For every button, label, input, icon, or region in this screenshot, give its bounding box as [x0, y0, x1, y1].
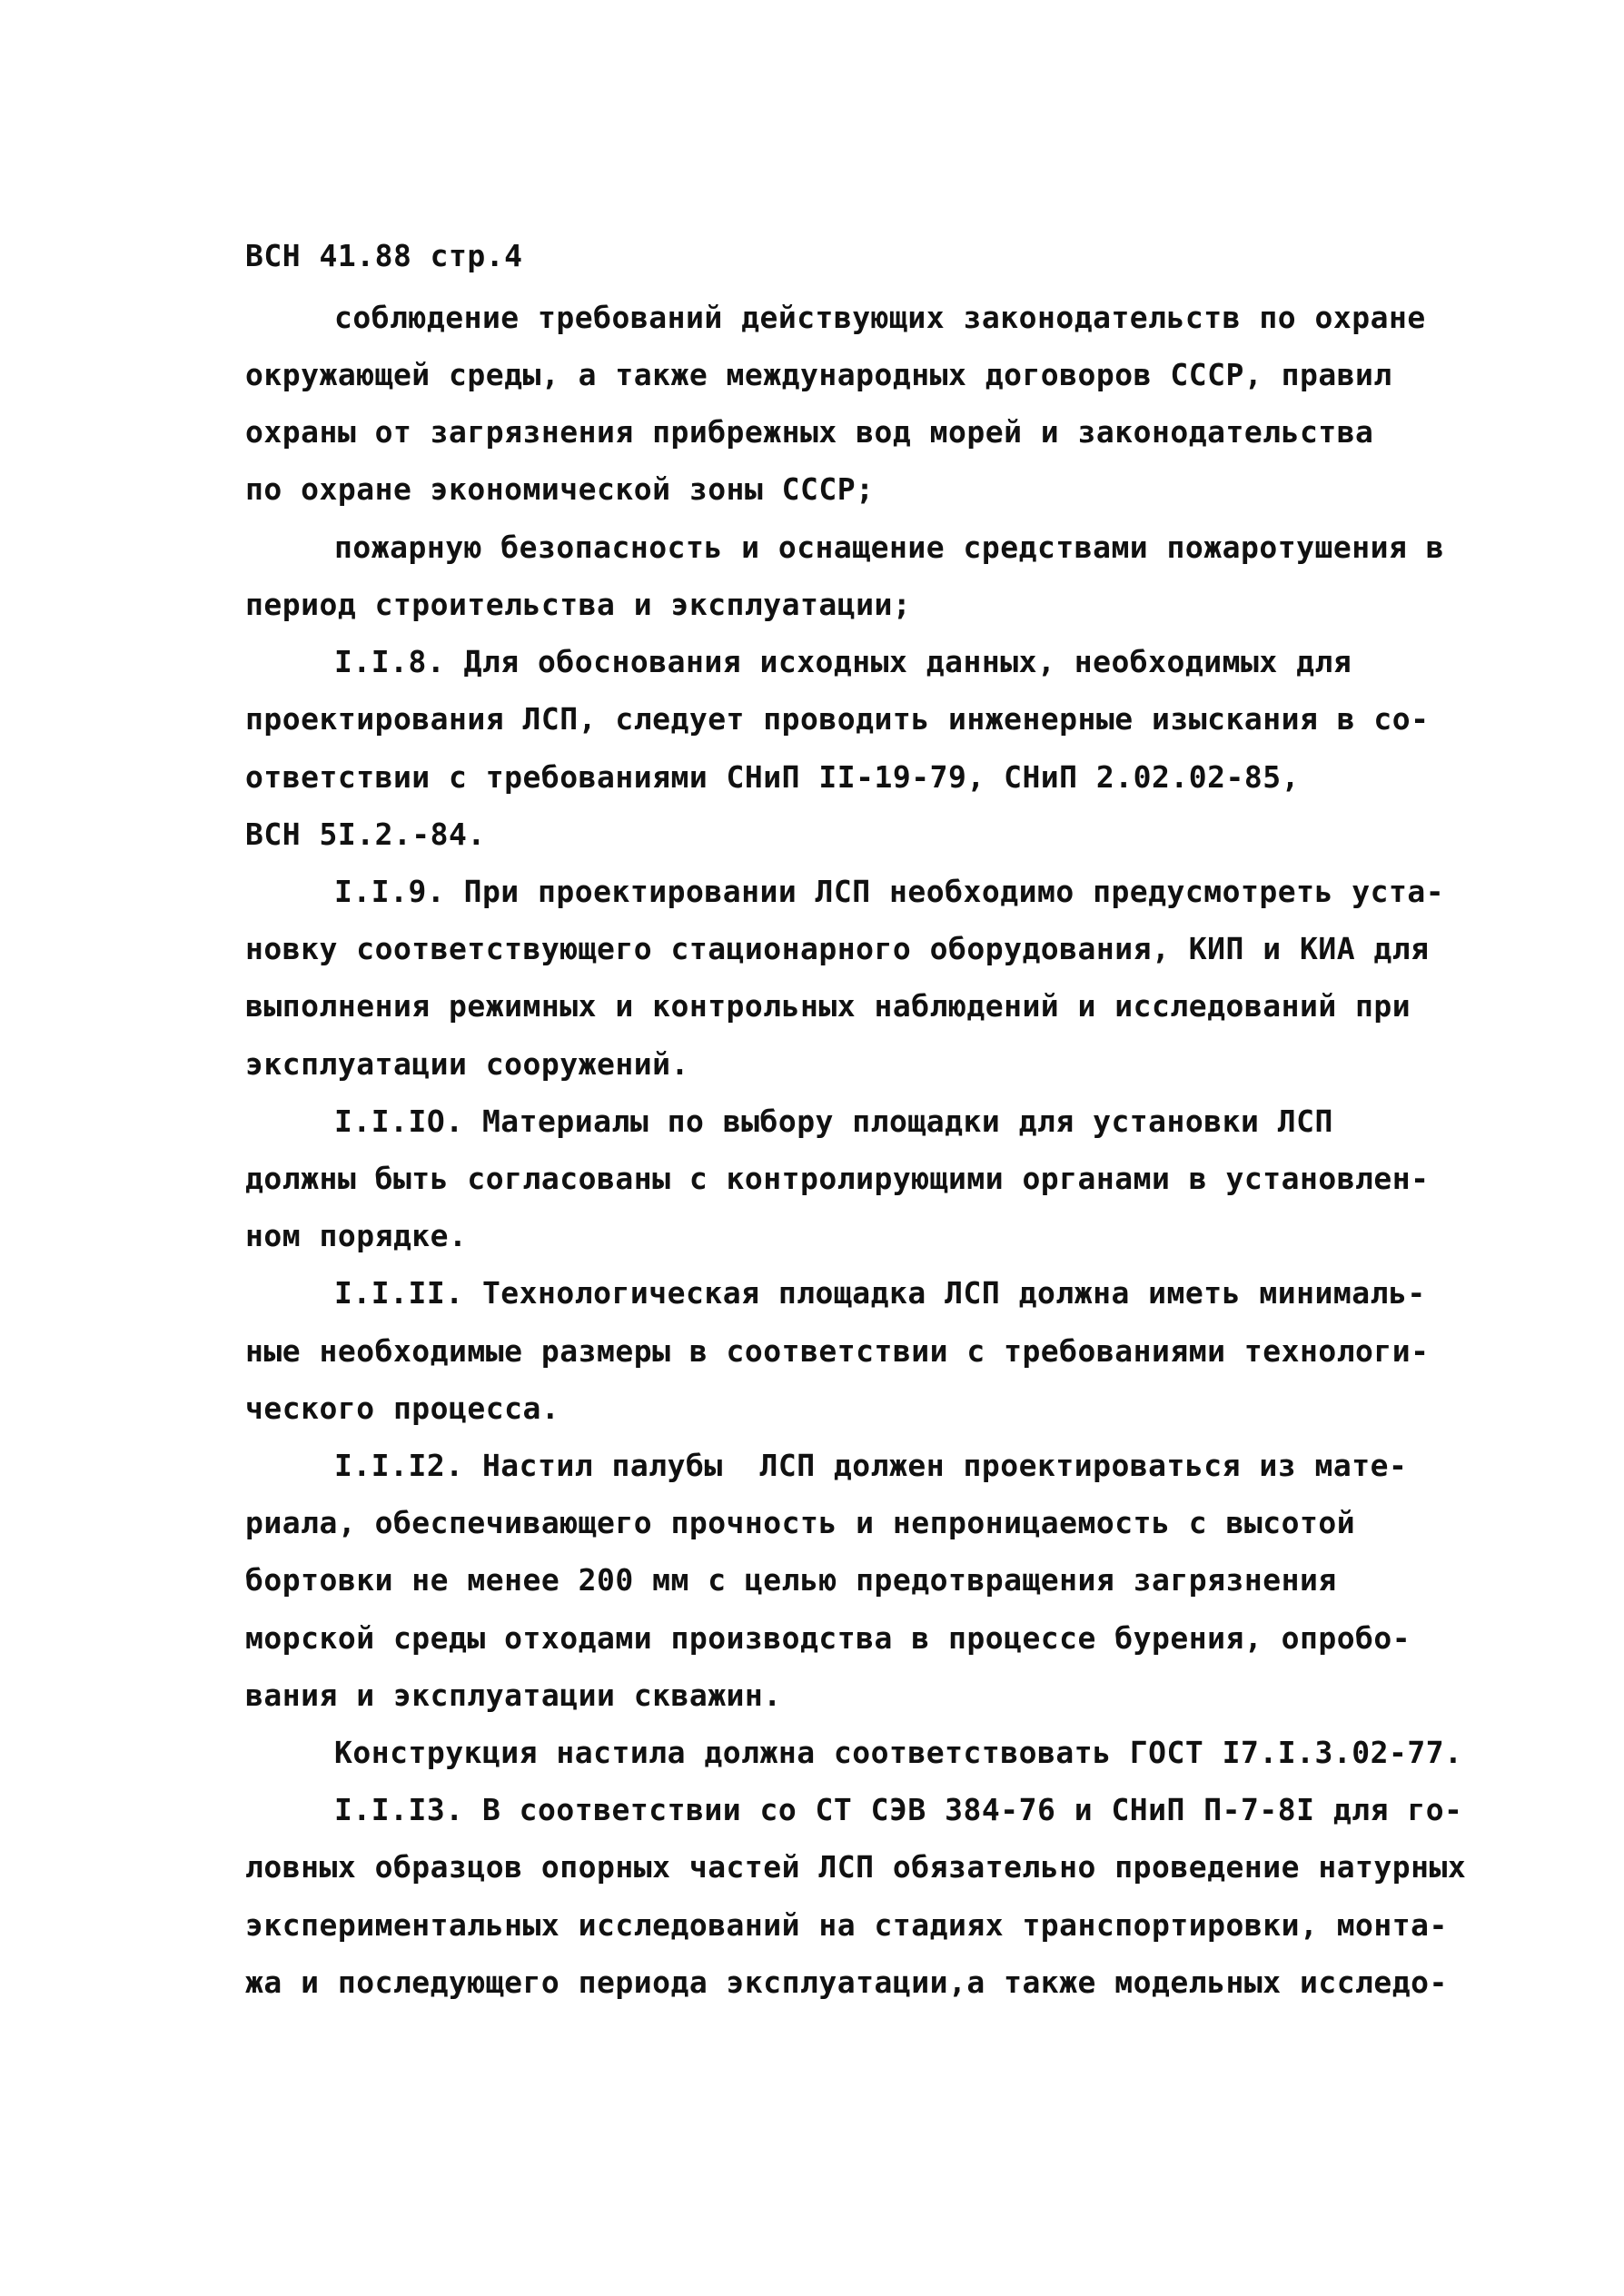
text-line: период строительства и эксплуатации;	[245, 587, 912, 622]
text-line: ные необходимые размеры в соответствии с требованиями технологи-	[245, 1333, 1430, 1369]
text-line: окружающей среды, а также международных договоров СССР, правил	[245, 357, 1392, 392]
text-line: риала, обеспечивающего прочность и непроницаемость с высотой	[245, 1505, 1356, 1540]
text-line: ловных образцов опорных частей ЛСП обязательно проведение натурных	[245, 1849, 1467, 1885]
text-line: ВСН 5I.2.-84.	[245, 816, 486, 852]
text-line: соблюдение требований действующих законодательств по охране	[334, 300, 1426, 335]
text-line: Конструкция настила должна соответствовать ГОСТ I7.I.3.02-77.	[334, 1735, 1463, 1770]
text-line: бортовки не менее 200 мм с целью предотвращения загрязнения	[245, 1562, 1337, 1598]
text-line: I.I.II. Технологическая площадка ЛСП должна иметь минималь-	[334, 1275, 1426, 1311]
text-line: пожарную безопасность и оснащение средствами пожаротушения в	[334, 529, 1445, 565]
text-line: жа и последующего периода эксплуатации,а также модельных исследо-	[245, 1964, 1448, 2000]
text-line: экспериментальных исследований на стадиях транспортировки, монта-	[245, 1907, 1448, 1943]
page-header: ВСН 41.88 стр.4	[245, 238, 523, 273]
text-line: ном порядке.	[245, 1218, 468, 1253]
text-line: охраны от загрязнения прибрежных вод морей и законодательства	[245, 414, 1374, 450]
text-line: I.I.8. Для обоснования исходных данных, необходимых для	[334, 644, 1352, 679]
text-line: морской среды отходами производства в процессе бурения, опробо-	[245, 1620, 1411, 1656]
text-line: I.I.I2. Настил палубы ЛСП должен проектироваться из мате-	[334, 1448, 1408, 1483]
text-line: ческого процесса.	[245, 1390, 560, 1426]
text-line: I.I.9. При проектировании ЛСП необходимо предусмотреть уста-	[334, 874, 1445, 909]
text-line: вания и эксплуатации скважин.	[245, 1677, 782, 1713]
text-line: ответствии с требованиями СНиП II-19-79, СНиП 2.02.02-85,	[245, 759, 1300, 795]
text-line: проектирования ЛСП, следует проводить инженерные изыскания в со-	[245, 701, 1430, 737]
text-line: эксплуатации сооружений.	[245, 1046, 689, 1082]
text-line: новку соответствующего стационарного оборудования, КИП и КИА для	[245, 931, 1430, 966]
text-line: I.I.IO. Материалы по выбору площадки для установки ЛСП	[334, 1103, 1333, 1139]
text-line: должны быть согласованы с контролирующими органами в установлен-	[245, 1161, 1430, 1196]
text-line: I.I.I3. В соответствии со СТ СЭВ 384-76 и СНиП П-7-8I для го-	[334, 1792, 1463, 1827]
text-line: по охране экономической зоны СССР;	[245, 471, 875, 507]
text-line: выполнения режимных и контрольных наблюдений и исследований при	[245, 988, 1411, 1024]
